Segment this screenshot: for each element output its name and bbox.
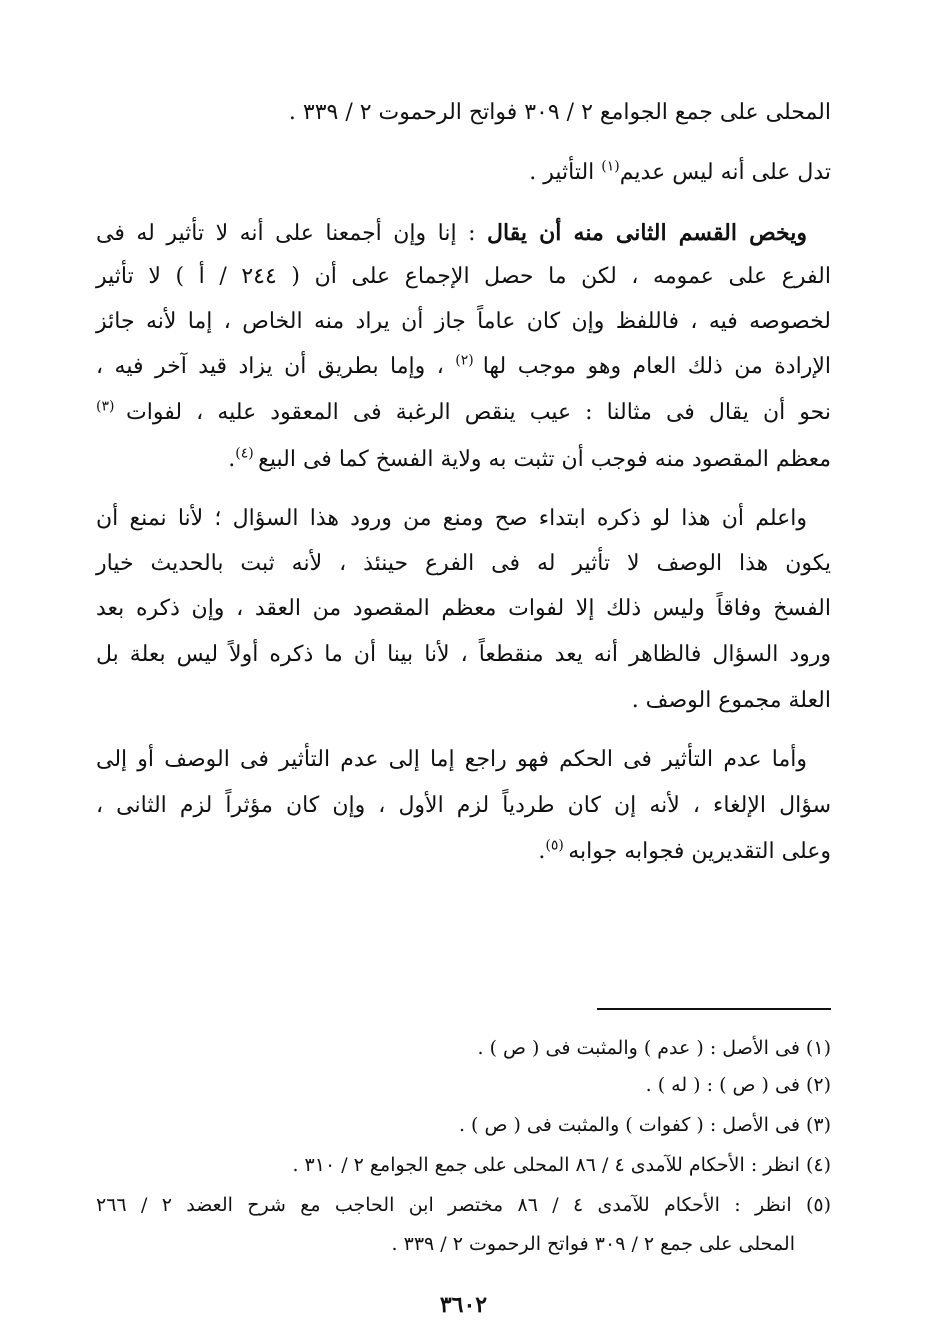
text-run: التأثير . <box>529 160 602 185</box>
footnote-5-line-2: المحلى على جمع ٢ / ٣٠٩ فواتح الرحموت ٢ / ٣٣٩ . <box>391 1233 795 1255</box>
text-run: . <box>228 447 236 472</box>
footnote-marker-5: (٥) <box>545 837 569 854</box>
footnote-marker-1: (١) <box>601 158 620 175</box>
text-run: نحو أن يقال فى مثالنا : عيب ينقص الرغبة فى المعقود عليه ، لفوات <box>126 400 832 425</box>
paragraph-2-line-1: واعلم أن هذا لو ذكره ابتداء صح ومنع من ورود هذا السؤال ؛ لأنا نمنع أن <box>96 506 807 531</box>
footnote-2: (٢) فى ( ص ) : ( له ) . <box>645 1074 831 1096</box>
paragraph-2-line-2: يكون هذا الوصف لا تأثير له فى الفرع حينئذ ، لأنه ثبت بالحديث خيار <box>96 551 831 576</box>
paragraph-1-line-4 <box>96 352 831 382</box>
text-run: : إنا وإن أجمعنا على أنه لا تأثير له فى <box>96 221 488 246</box>
paragraph-heading-phrase: ويخص القسم الثانى منه أن يقال <box>487 220 807 246</box>
paragraph-3-line-3 <box>96 837 831 867</box>
text-run: . <box>538 839 546 864</box>
paragraph-1-line-6 <box>96 445 831 475</box>
paragraph-3-line-1: وأما عدم التأثير فى الحكم فهو راجع إما إلى عدم التأثير فى الوصف أو إلى <box>96 747 807 772</box>
paragraph-2-line-5: العلة مجموع الوصف . <box>631 688 831 713</box>
header-reference-line: المحلى على جمع الجوامع ٢ / ٣٠٩ فواتح الرحموت ٢ / ٣٣٩ . <box>288 100 831 125</box>
footnote-marker-2: (٢) <box>455 352 483 369</box>
footnote-marker-4: (٤) <box>235 445 259 462</box>
footnote-marker-3: (٣) <box>96 398 127 415</box>
paragraph-2-line-4: ورود السؤال فالظاهر أنه يعد منقطعاً ، لأنا بينا أن ما ذكره أولاً ليس بعلة بل <box>96 642 831 667</box>
footnote-1: (١) فى الأصل : ( عدم ) والمثبت فى ( ص ) . <box>477 1037 831 1059</box>
text-run: معظم المقصود منه فوجب أن تثبت به ولاية الفسخ كما فى البيع <box>258 447 831 472</box>
footnote-3: (٣) فى الأصل : ( كفوات ) والمثبت فى ( ص ) . <box>458 1114 831 1136</box>
paragraph-1-line-1 <box>96 218 807 249</box>
text-run: الإرادة من ذلك العام وهو موجب لها <box>482 354 831 379</box>
paragraph-1-line-2: الفرع على عمومه ، لكن ما حصل الإجماع على أن ( ٢٤٤ / أ ) لا تأثير <box>96 264 831 289</box>
page-number: ٣٦٠٢ <box>439 1292 488 1318</box>
text-run: وعلى التقديرين فجوابه جوابه <box>568 839 831 864</box>
paragraph-2-line-3: الفسخ وفاقاً وليس ذلك إلا لفوات معظم المقصود من العقد ، وإن ذكره بعد <box>96 596 831 621</box>
footnote-4: (٤) انظر : الأحكام للآمدى ٤ / ٨٦ المحلى على جمع الجوامع ٢ / ٣١٠ . <box>292 1154 831 1176</box>
paragraph-1-line-5 <box>96 398 831 428</box>
paragraph-3-line-2: سؤال الإلغاء ، لأنه إن كان طردياً لزم الأول ، وإن كان مؤثراً لزم الثانى ، <box>96 793 831 818</box>
footnote-separator-rule <box>597 1008 831 1010</box>
paragraph-0-line-1 <box>96 158 831 188</box>
footnote-5-line-1: (٥) انظر : الأحكام للآمدى ٤ / ٨٦ مختصر ابن الحاجب مع شرح العضد ٢ / ٢٦٦ <box>96 1194 832 1216</box>
text-run: تدل على أنه ليس عديم <box>619 160 831 185</box>
paragraph-1-line-3: لخصوصه فيه ، فاللفظ وإن كان عاماً جاز أن يراد منه الخاص ، إما لأنه جائز <box>96 309 831 334</box>
text-run: ، وإما بطريق أن يزاد قيد آخر فيه ، <box>96 354 456 379</box>
